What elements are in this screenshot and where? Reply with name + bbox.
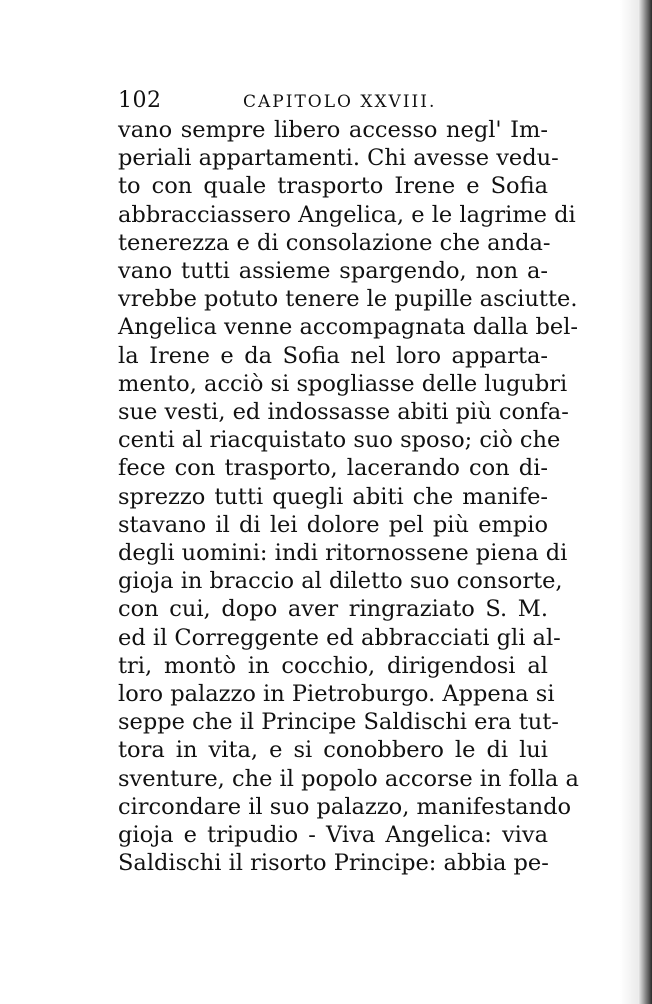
page-number: 102 <box>118 88 162 113</box>
text-line: seppe che il Principe Saldischi era tut- <box>118 709 559 736</box>
text-line: degli uomini: indi ritornossene piena di <box>118 540 568 567</box>
text-line: tri, montò in cocchio, dirigendosi al <box>118 652 548 679</box>
text-line: abbracciassero Angelica, e le lagrime di <box>118 201 576 228</box>
text-line: tenerezza e di consolazione che anda- <box>118 229 551 256</box>
text-line: loro palazzo in Pietroburgo. Appena si <box>118 681 555 708</box>
page-edge <box>638 0 652 1004</box>
text-line: vrebbe potuto tenere le pupille asciutte. <box>118 286 578 313</box>
body-text <box>118 116 579 877</box>
running-head: CAPITOLO XXVIII. <box>243 92 437 112</box>
text-line: sventure, che il popolo accorse in folla a <box>118 765 579 792</box>
text-line: stavano il di lei dolore pel più empio <box>118 511 548 538</box>
text-line: vano sempre libero accesso negl' Im- <box>118 117 548 143</box>
text-line: to con quale trasporto Irene e Sofia <box>118 173 548 200</box>
text-line: con cui, dopo aver ringraziato S. M. <box>118 596 548 623</box>
text-line: periali appartamenti. Chi avesse vedu- <box>118 145 559 172</box>
page-header <box>118 88 558 116</box>
text-line: ed il Correggente ed abbracciati gli al- <box>118 624 561 651</box>
text-line: gioja e tripudio - Viva Angelica: viva <box>118 822 548 849</box>
text-line: tora in vita, e si conobbero le di lui <box>118 737 548 764</box>
text-line: Saldischi il risorto Principe: abbia pe- <box>118 850 549 877</box>
text-line: fece con trasporto, lacerando con di- <box>118 455 548 482</box>
text-line: centi al riacquistato suo sposo; ciò che <box>118 427 561 454</box>
text-line: mento, acciò si spogliasse delle lugubri <box>118 370 568 397</box>
text-line: gioja in braccio al diletto suo consorte, <box>118 568 563 595</box>
text-line: la Irene e da Sofia nel loro apparta- <box>118 342 548 369</box>
book-page <box>118 88 579 877</box>
text-line: sprezzo tutti quegli abiti che manife- <box>118 483 548 510</box>
page-gutter-shadow <box>620 0 638 1004</box>
text-line: Angelica venne accompagnata dalla bel- <box>118 314 579 341</box>
text-line: vano tutti assieme spargendo, non a- <box>118 258 548 285</box>
text-line: circondare il suo palazzo, manifestando <box>118 793 572 820</box>
text-line: sue vesti, ed indossasse abiti più confa- <box>118 399 569 426</box>
